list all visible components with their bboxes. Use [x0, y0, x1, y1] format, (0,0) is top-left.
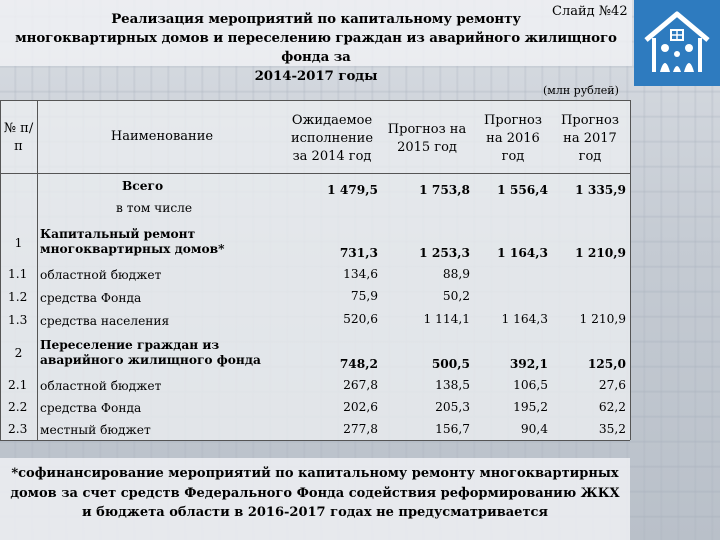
house-with-people-logo-icon [634, 0, 720, 86]
title-line-3: 2014-2017 годы [254, 68, 378, 84]
row-1-2016: 1 164,3 [497, 246, 548, 260]
row-1-2014: 731,3 [339, 246, 378, 260]
row-2-3-2016: 90,4 [520, 422, 548, 436]
footnote: *софинансирование мероприятий по капитальному ремонту многоквартирных домов за счет средств Федерального Фонда содействия реформированию ЖКХ и бюджета области в 2016-2017 годах не предусматривается [10, 466, 620, 520]
row-2-3-2017: 35,2 [598, 422, 626, 436]
row-2-2-num: 2.2 [8, 400, 28, 414]
row-2-3-num: 2.3 [8, 422, 28, 436]
row-2-1-name: областной бюджет [40, 379, 162, 393]
row-total-2016: 1 556,4 [497, 183, 548, 197]
slide-title [0, 10, 632, 86]
row-2-2016: 392,1 [509, 357, 548, 371]
title-line-1: Реализация мероприятий по капитальному ремонту [111, 11, 521, 27]
table-border-right [630, 100, 631, 440]
row-1-3-2014: 520,6 [343, 312, 378, 326]
row-1-3-2015: 1 114,1 [423, 312, 470, 326]
row-1-2017: 1 210,9 [575, 246, 626, 260]
row-2-2-2016: 195,2 [513, 400, 548, 414]
row-2-2017: 125,0 [587, 357, 626, 371]
row-total-2015: 1 753,8 [419, 183, 470, 197]
header-num: № п/п [3, 121, 34, 154]
row-1-1-name: областной бюджет [40, 268, 162, 282]
row-1-1-num: 1.1 [8, 267, 28, 281]
row-1-2-2015: 50,2 [442, 289, 470, 303]
row-2-num: 2 [14, 346, 23, 360]
unit-label: (млн рублей) [543, 84, 619, 97]
row-total-2017: 1 335,9 [575, 183, 626, 197]
row-2-1-2017: 27,6 [598, 378, 626, 392]
title-line-2: многоквартирных домов и переселению граждан из аварийного жилищного фонда за [15, 30, 617, 65]
row-total-2014: 1 479,5 [327, 183, 378, 197]
row-2-2-2017: 62,2 [598, 400, 626, 414]
row-2-2-name: средства Фонда [40, 401, 142, 415]
row-1-1-2015: 88,9 [442, 267, 470, 281]
row-2-2-2015: 205,3 [435, 400, 470, 414]
row-1-1-2014: 134,6 [343, 267, 378, 281]
row-2-2014: 748,2 [339, 357, 378, 371]
row-2-2015: 500,5 [431, 357, 470, 371]
row-2-name: Переселение граждан из аварийного жилищного фонда [40, 338, 261, 367]
header-name: Наименование [110, 129, 214, 144]
row-1-3-name: средства населения [40, 314, 170, 328]
row-2-3-name: местный бюджет [40, 423, 151, 437]
header-2017: Прогноз на 2017 год [561, 113, 619, 164]
row-2-1-2014: 267,8 [343, 378, 378, 392]
table-column-line [37, 100, 38, 440]
header-2014: Ожидаемое исполнение за 2014 год [290, 113, 374, 164]
row-1-num: 1 [14, 236, 23, 250]
row-2-1-num: 2.1 [8, 378, 28, 392]
row-1-name: Капитальный ремонт многоквартирных домов* [40, 227, 225, 256]
row-1-3-2016: 1 164,3 [501, 312, 548, 326]
header-2016: Прогноз на 2016 год [484, 113, 542, 164]
row-1-2015: 1 253,3 [419, 246, 470, 260]
row-2-2-2014: 202,6 [343, 400, 378, 414]
header-2015: Прогноз на 2015 год [387, 122, 467, 155]
row-1-3-num: 1.3 [8, 313, 28, 327]
row-1-2-num: 1.2 [8, 290, 28, 304]
row-total-name: Всего [122, 179, 164, 193]
row-2-3-2014: 277,8 [343, 422, 378, 436]
row-including: в том числе [116, 201, 193, 215]
row-2-3-2015: 156,7 [435, 422, 470, 436]
slide-number: Слайд №42 [552, 4, 628, 19]
row-1-2-name: средства Фонда [40, 291, 142, 305]
table-border-bottom [0, 440, 630, 441]
row-2-1-2016: 106,5 [513, 378, 548, 392]
row-1-3-2017: 1 210,9 [579, 312, 626, 326]
table-header-separator [0, 173, 630, 174]
row-1-2-2014: 75,9 [350, 289, 378, 303]
table-border-top [0, 100, 630, 101]
row-2-1-2015: 138,5 [435, 378, 470, 392]
